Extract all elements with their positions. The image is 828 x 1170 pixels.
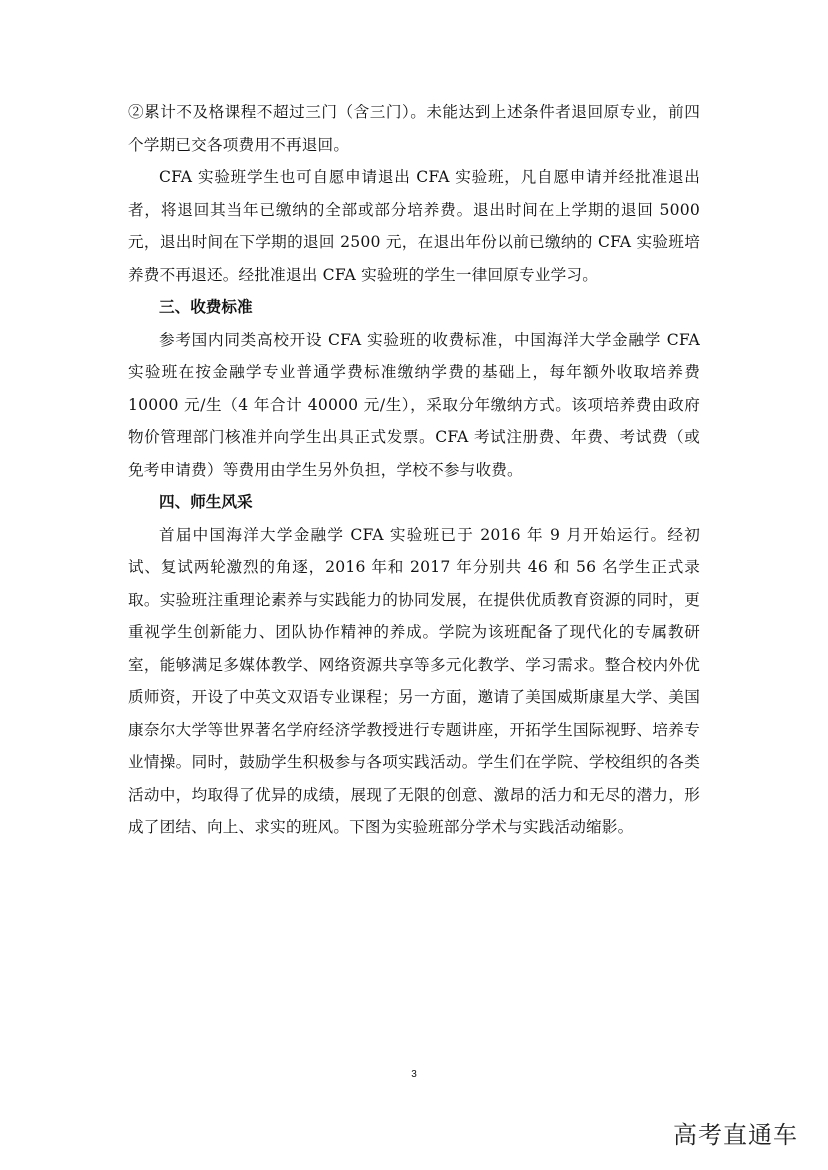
paragraph-fee-standard: 参考国内同类高校开设 CFA 实验班的收费标准，中国海洋大学金融学 CFA 实验班在按金融学专业普通学费标准缴纳学费的基础上，每年额外收取培养费 10000 元/生（4 年合计 40000 元/生），采取分年缴纳方式。该项培养费由政府物价管理部门核准并向学生出具正式发票。CFA 考试注册费、年费、考试费（或免考申请费）等费用由学生另外负担，学校不参与收费。 — [128, 330, 700, 479]
paragraph-withdrawal-condition: ②累计不及格课程不超过三门（含三门）。未能达到上述条件者退回原专业，前四个学期已交各项费用不再退回。 — [128, 103, 700, 154]
paragraph-voluntary-withdrawal: CFA 实验班学生也可自愿申请退出 CFA 实验班，凡自愿申请并经批准退出者，将退回其当年已缴纳的全部或部分培养费。退出时间在上学期的退回 5000 元，退出时间在下学期的退回 2500 元，在退出年份以前已缴纳的 CFA 实验班培养费不再退还。经批准退出 CFA 实验班的学生一律回原专业学习。 — [128, 168, 700, 284]
section-heading-fees: 三、收费标准 — [159, 298, 253, 316]
paragraph-class-showcase: 首届中国海洋大学金融学 CFA 实验班已于 2016 年 9 月开始运行。经初试、复试两轮激烈的角逐，2016 年和 2017 年分别共 46 和 56 名学生正式录取。实验班注重理论素养与实践能力的协同发展，在提供优质教育资源的同时，更重视学生创新能力、团队协作精神的养成。学院为该班配备了现代化的专属教研室，能够满足多媒体教学、网络资源共享等多元化教学、学习需求。整合校内外优质师资，开设了中英文双语专业课程；另一方面，邀请了美国威斯康星大学、美国康奈尔大学等世界著名学府经济学教授进行专题讲座，开拓学生国际视野、培养专业情操。同时，鼓励学生积极参与各项实践活动。学生们在学院、学校组织的各类活动中，均取得了优异的成绩，展现了无限的创意、激昂的活力和无尽的潜力，形成了团结、向上、求实的班风。下图为实验班部分学术与实践活动缩影。 — [128, 525, 700, 836]
watermark-logo-text: 高考直通车 — [673, 1121, 798, 1149]
section-heading-showcase: 四、师生风采 — [159, 493, 253, 511]
page-number: 3 — [411, 1069, 417, 1080]
document-body — [128, 96, 700, 844]
